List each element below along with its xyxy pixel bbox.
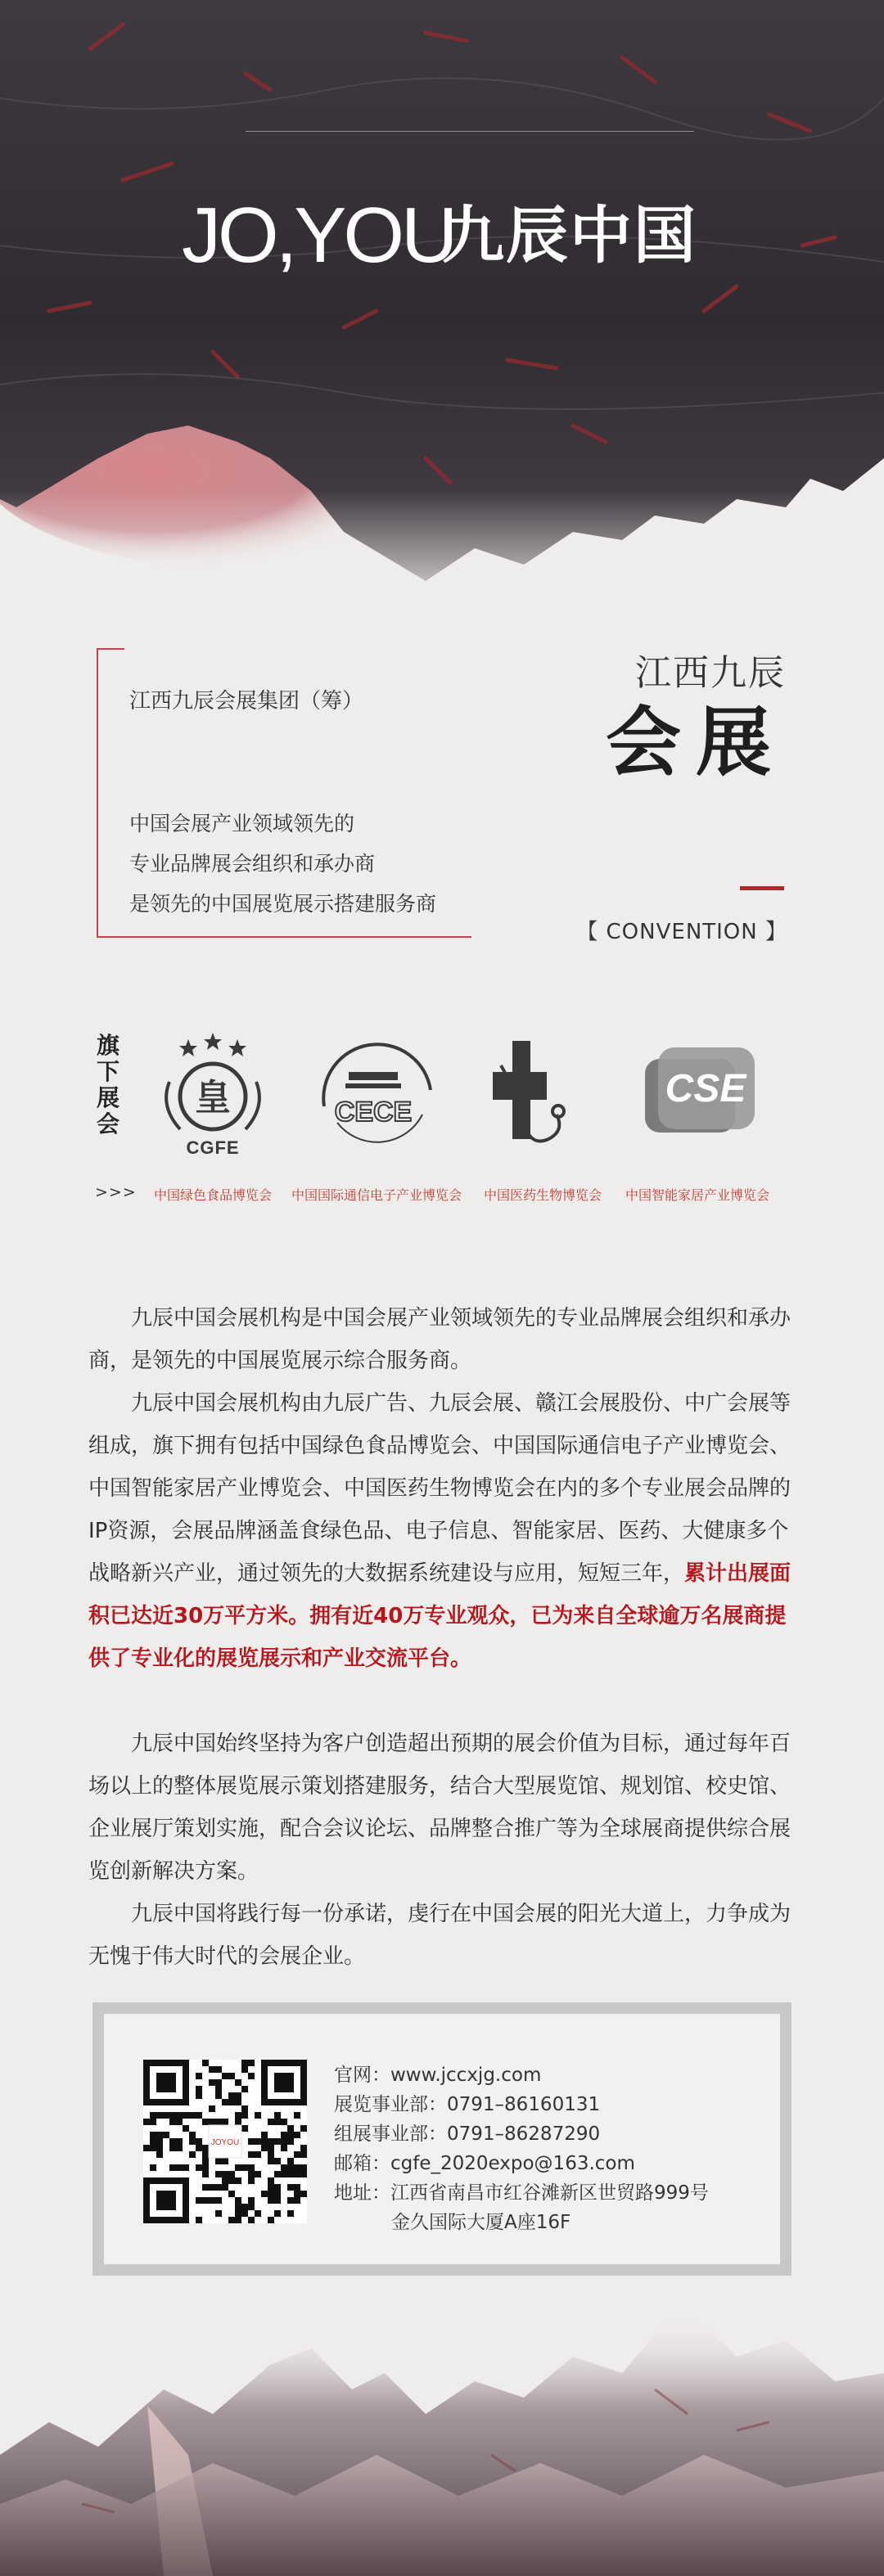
address-line: 江西省南昌市红谷滩新区世贸路999号 — [390, 2182, 709, 2204]
arrows-marker: >>> — [95, 1183, 137, 1201]
paragraph: 九辰中国会展机构是中国会展产业领域领先的专业品牌展会组织和承办商，是领先的中国展览展示综合服务商。 — [88, 1306, 792, 1373]
cgfe-logo — [151, 1033, 274, 1164]
contact-label: 邮箱： — [334, 2153, 390, 2174]
label-char: 会 — [96, 1110, 120, 1137]
paragraph: 九辰中国将践行每一份承诺，虔行在中国会展的阳光大道上，力争成为无愧于伟大时代的会展企业。 — [88, 1902, 792, 1969]
hero-banner — [0, 0, 884, 622]
contact-group-row — [334, 2119, 709, 2149]
contact-address-row — [334, 2178, 709, 2208]
group-name: 江西九辰会展集团（筹） — [129, 689, 364, 714]
cece-emblem-icon — [308, 1033, 439, 1164]
cgfe-emblem-icon — [151, 1033, 274, 1164]
brand-accent-bar — [740, 886, 784, 890]
hero-divider — [246, 131, 694, 132]
logo-caption: 中国国际通信电子产业博览会 — [291, 1187, 462, 1203]
paragraph-gap — [88, 1680, 796, 1723]
qr-center-logo: JOYOU — [210, 2138, 240, 2147]
cece-logo — [308, 1033, 439, 1164]
contact-card — [92, 2002, 792, 2276]
label-char: 展 — [96, 1084, 120, 1111]
contact-info — [334, 2060, 709, 2237]
logo-caption: 中国智能家居产业博览会 — [625, 1187, 769, 1203]
brand-title: 会展 — [605, 699, 786, 786]
contact-website-row — [334, 2060, 709, 2090]
label-char: 下 — [96, 1058, 120, 1085]
contact-label: 组展事业部： — [334, 2123, 447, 2145]
website-link[interactable]: www.jccxjg.com — [390, 2065, 542, 2086]
contact-email-row — [334, 2149, 709, 2178]
mountain-backdrop — [0, 0, 884, 622]
logo-latin: JO,YOU — [182, 191, 455, 279]
cgfe-wordmark: CGFE — [186, 1137, 240, 1158]
contact-address-row-2 — [334, 2208, 709, 2237]
contact-label: 展览事业部： — [334, 2094, 447, 2115]
cse-wordmark: CSE — [665, 1067, 746, 1110]
contact-card-inner — [104, 2014, 780, 2264]
qr-code-icon — [143, 2060, 307, 2223]
footer-mountains — [0, 2291, 884, 2576]
tagline-line: 是领先的中国展览展示搭建服务商 — [129, 892, 437, 916]
paragraph-highlight: 累计出展面积已达近30万平方米。拥有近40万专业观众，已为来自全球逾万名展商提供了专业化的展览展示和产业交流平台。 — [88, 1561, 792, 1671]
cgfe-inner-char: 皇 — [195, 1077, 231, 1119]
tagline-line: 中国会展产业领域领先的 — [129, 812, 355, 835]
intro-tagline — [129, 804, 436, 924]
contact-label: 官网： — [334, 2065, 390, 2086]
cse-emblem-icon — [627, 1038, 766, 1160]
paragraph: 九辰中国始终坚持为客户创造超出预期的展会价值为目标，通过每年百场以上的整体展览展示策划搭建服务，结合大型展览馆、规划馆、校史馆、企业展厅策划实施，配合会议论坛、品牌整合推广等为全球展商提供综合展览创新解决方案。 — [88, 1732, 792, 1884]
logo-chinese: 九辰中国 — [442, 199, 697, 272]
brand-english: 【 CONVENTION 】 — [576, 920, 787, 944]
label-char: 旗 — [96, 1032, 120, 1059]
medical-cross-icon — [483, 1033, 581, 1164]
paragraph-text: 九辰中国会展机构由九辰广告、九辰会展、赣江会展股份、中广会展等组成，旗下拥有包括中国绿色食品博览会、中国国际通信电子产业博览会、中国智能家居产业博览会、中国医药生物博览会在内的多个专业展会品牌的IP资源，会展品牌涵盖食绿色品、电子信息、智能家居、医药、大健康多个战略新兴产业，通过领先的大数据系统建设与应用，短短三年， — [88, 1391, 792, 1586]
exhibit-phone[interactable]: 0791–86160131 — [447, 2094, 601, 2115]
body-text — [88, 1297, 796, 1978]
address-line: 金久国际大厦A座16F — [391, 2212, 571, 2233]
mountain-footer-icon — [0, 2291, 884, 2576]
email-link[interactable]: cgfe_2020expo@163.com — [390, 2153, 635, 2174]
contact-exhibit-row — [334, 2090, 709, 2119]
cse-logo — [627, 1038, 766, 1160]
logo-caption: 中国绿色食品博览会 — [153, 1187, 272, 1203]
tagline-line: 专业品牌展会组织和承办商 — [129, 852, 376, 876]
group-phone[interactable]: 0791–86287290 — [447, 2123, 601, 2145]
cece-wordmark: CECE — [334, 1097, 413, 1128]
contact-label: 地址： — [334, 2182, 390, 2204]
logo-caption: 中国医药生物博览会 — [483, 1187, 602, 1203]
medical-expo-logo — [483, 1033, 581, 1164]
exhibitions-label — [93, 1033, 123, 1137]
brand-subtitle: 江西九辰 — [635, 652, 786, 694]
paragraph — [88, 1382, 796, 1680]
